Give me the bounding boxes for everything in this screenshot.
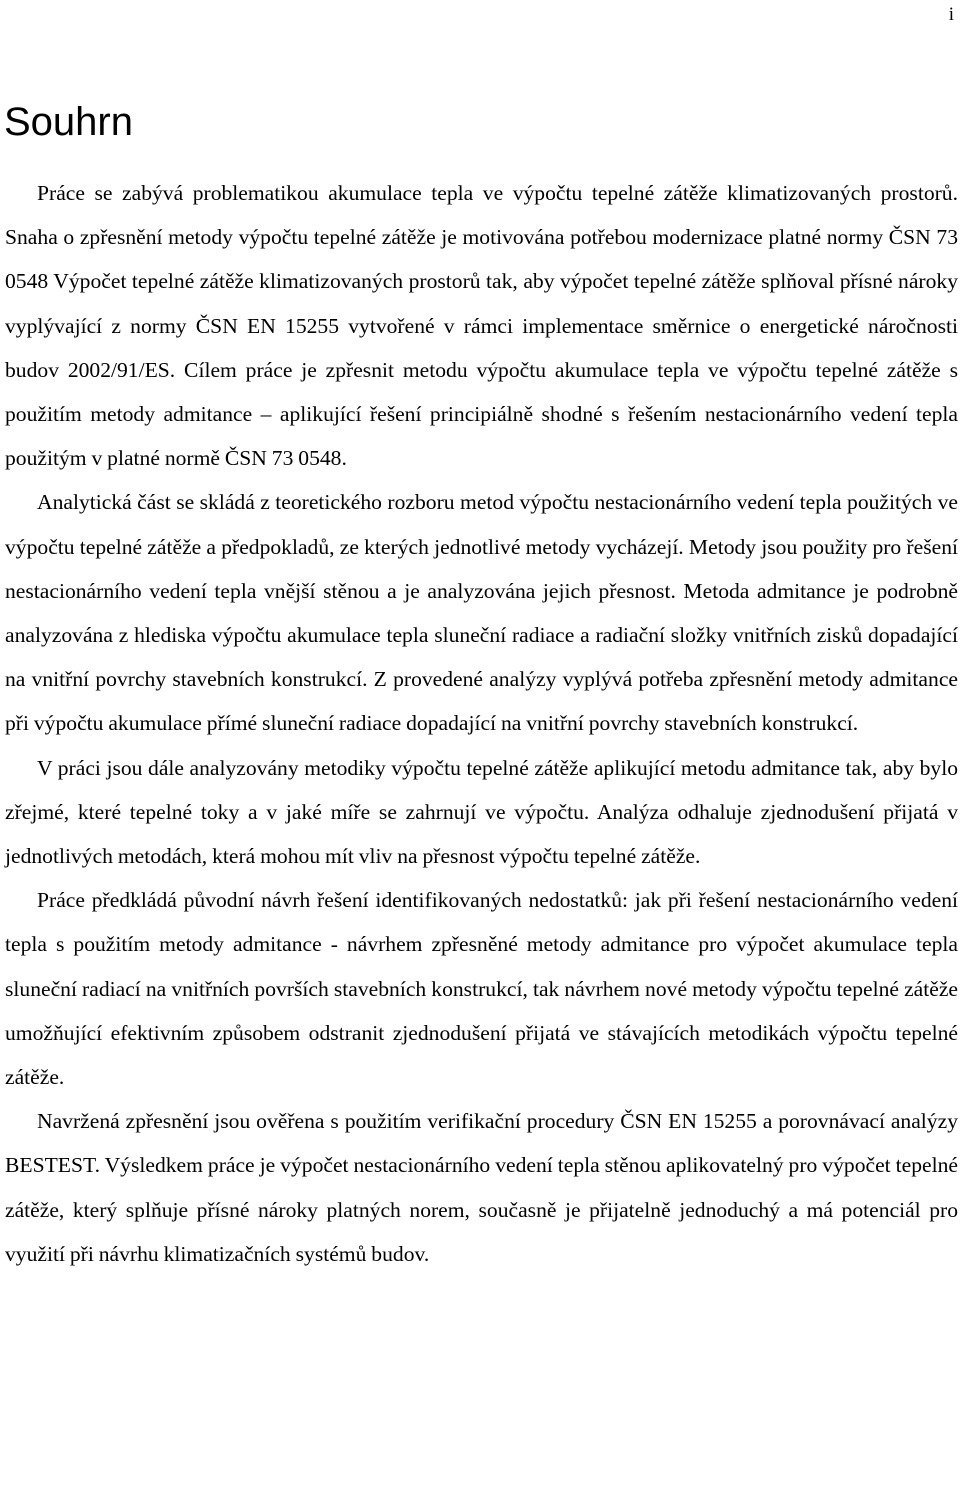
paragraph-5: Navržená zpřesnění jsou ověřena s použitím verifikační procedury ČSN EN 15255 a porovnávací analýzy BESTEST. Výsledkem práce je výpočet nestacionárního vedení tepla stěnou aplikovatelný pro výpočet tepelné zátěže, který splňuje přísné nároky platných norem, současně je přijatelně jednoduchý a má potenciál pro využití při návrhu klimatizačních systémů budov. — [5, 1109, 958, 1266]
page-title: Souhrn — [4, 100, 133, 144]
paragraph-2: Analytická část se skládá z teoretického rozboru metod výpočtu nestacionárního vedení tepla použitých ve výpočtu tepelné zátěže a předpokladů, ze kterých jednotlivé metody vycházejí. Metody jsou použity pro řešení nestacionárního vedení tepla vnější stěnou a je analyzována jejich přesnost. Metoda admitance je podrobně analyzována z hlediska výpočtu akumulace tepla sluneční radiace a radiační složky vnitřních zisků dopadající na vnitřní povrchy stavebních konstrukcí. Z provedené analýzy vyplývá potřeba zpřesnění metody admitance při výpočtu akumulace přímé sluneční radiace dopadající na vnitřní povrchy stavebních konstrukcí. — [5, 490, 958, 736]
page-number: i — [948, 4, 954, 25]
summary-body — [5, 171, 958, 1276]
paragraph-3: V práci jsou dále analyzovány metodiky výpočtu tepelné zátěže aplikující metodu admitance tak, aby bylo zřejmé, které tepelné toky a v jaké míře se zahrnují ve výpočtu. Analýza odhaluje zjednodušení přijatá v jednotlivých metodách, která mohou mít vliv na přesnost výpočtu tepelné zátěže. — [5, 755, 958, 869]
paragraph-4: Práce předkládá původní návrh řešení identifikovaných nedostatků: jak při řešení nestacionárního vedení tepla s použitím metody admitance - návrhem zpřesněné metody admitance pro výpočet akumulace tepla sluneční radiací na vnitřních površích stavebních konstrukcí, tak návrhem nové metody výpočtu tepelné zátěže umožňující efektivním způsobem odstranit zjednodušení přijatá ve stávajících metodikách výpočtu tepelné zátěže. — [5, 888, 958, 1090]
paragraph-1: Práce se zabývá problematikou akumulace tepla ve výpočtu tepelné zátěže klimatizovaných prostorů. Snaha o zpřesnění metody výpočtu tepelné zátěže je motivována potřebou modernizace platné normy ČSN 73 0548 Výpočet tepelné zátěže klimatizovaných prostorů tak, aby výpočet tepelné zátěže splňoval přísné nároky vyplývající z normy ČSN EN 15255 vytvořené v rámci implementace směrnice o energetické náročnosti budov 2002/91/ES. Cílem práce je zpřesnit metodu výpočtu akumulace tepla ve výpočtu tepelné zátěže s použitím metody admitance – aplikující řešení principiálně shodné s řešením nestacionárního vedení tepla použitým v platné normě ČSN 73 0548. — [5, 181, 958, 471]
